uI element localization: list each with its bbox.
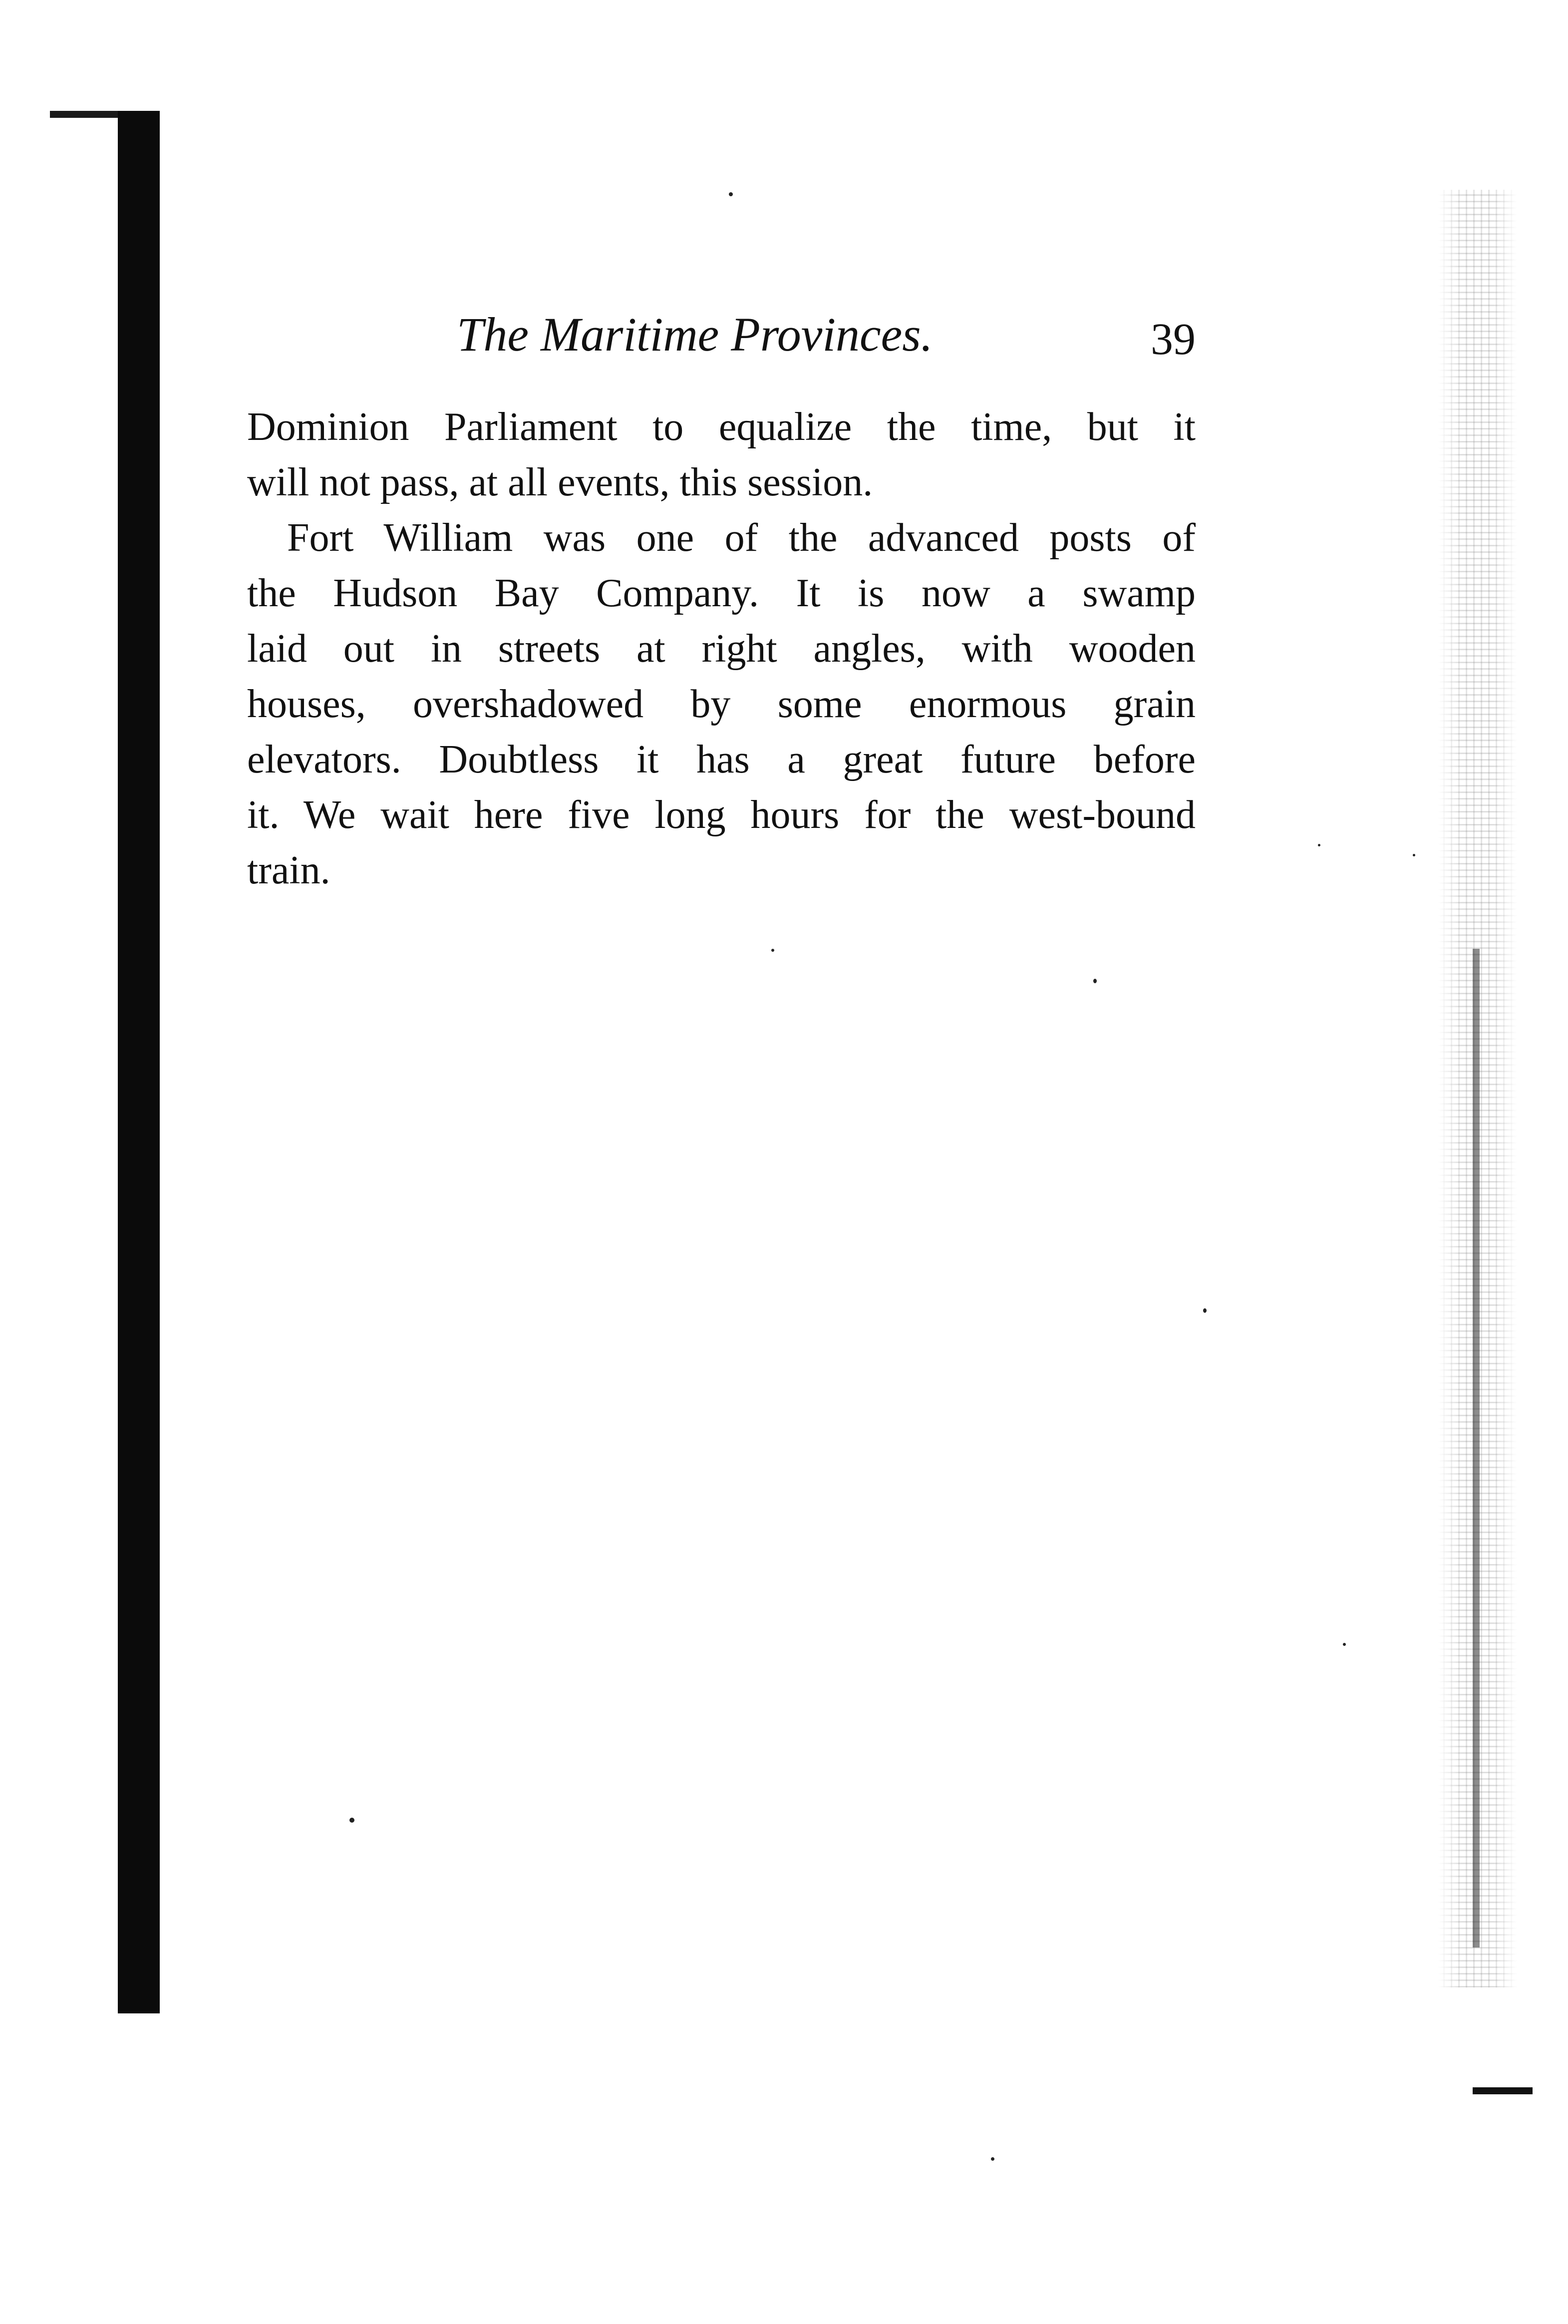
text-line: houses, overshadowed by some enormous grain [247,682,1196,726]
body-text [247,399,1196,898]
running-title: The Maritime Provinces. [457,308,933,361]
scan-speck [771,949,774,952]
page-number: 39 [1151,315,1196,364]
text-line: elevators. Doubtless it has a great future before [247,738,1196,781]
scan-speck [729,192,733,196]
scan-speck [1203,1308,1207,1313]
binding-edge-shadow [118,111,160,2013]
text-line: Dominion Parliament to equalize the time, but it [247,405,1196,449]
text-line: will not pass, at all events, this session. [247,460,873,504]
scan-speck [1093,979,1097,983]
text-line: Fort William was one of the advanced posts of [287,516,1196,560]
text-line: laid out in streets at right angles, with wooden [247,627,1196,671]
scan-speck [1343,1643,1346,1646]
page-edge-mark [1473,2087,1533,2094]
text-line: the Hudson Bay Company. It is now a swamp [247,571,1196,615]
running-header [247,302,1196,367]
scan-speck [349,1818,354,1823]
scan-speck [991,2157,994,2161]
scan-speck [1318,844,1320,846]
text-line: train. [247,848,330,892]
text-line: it. We wait here five long hours for the west-bound [247,793,1196,837]
scan-speck [1413,854,1415,856]
page-edge-speckle-core [1473,949,1480,1947]
